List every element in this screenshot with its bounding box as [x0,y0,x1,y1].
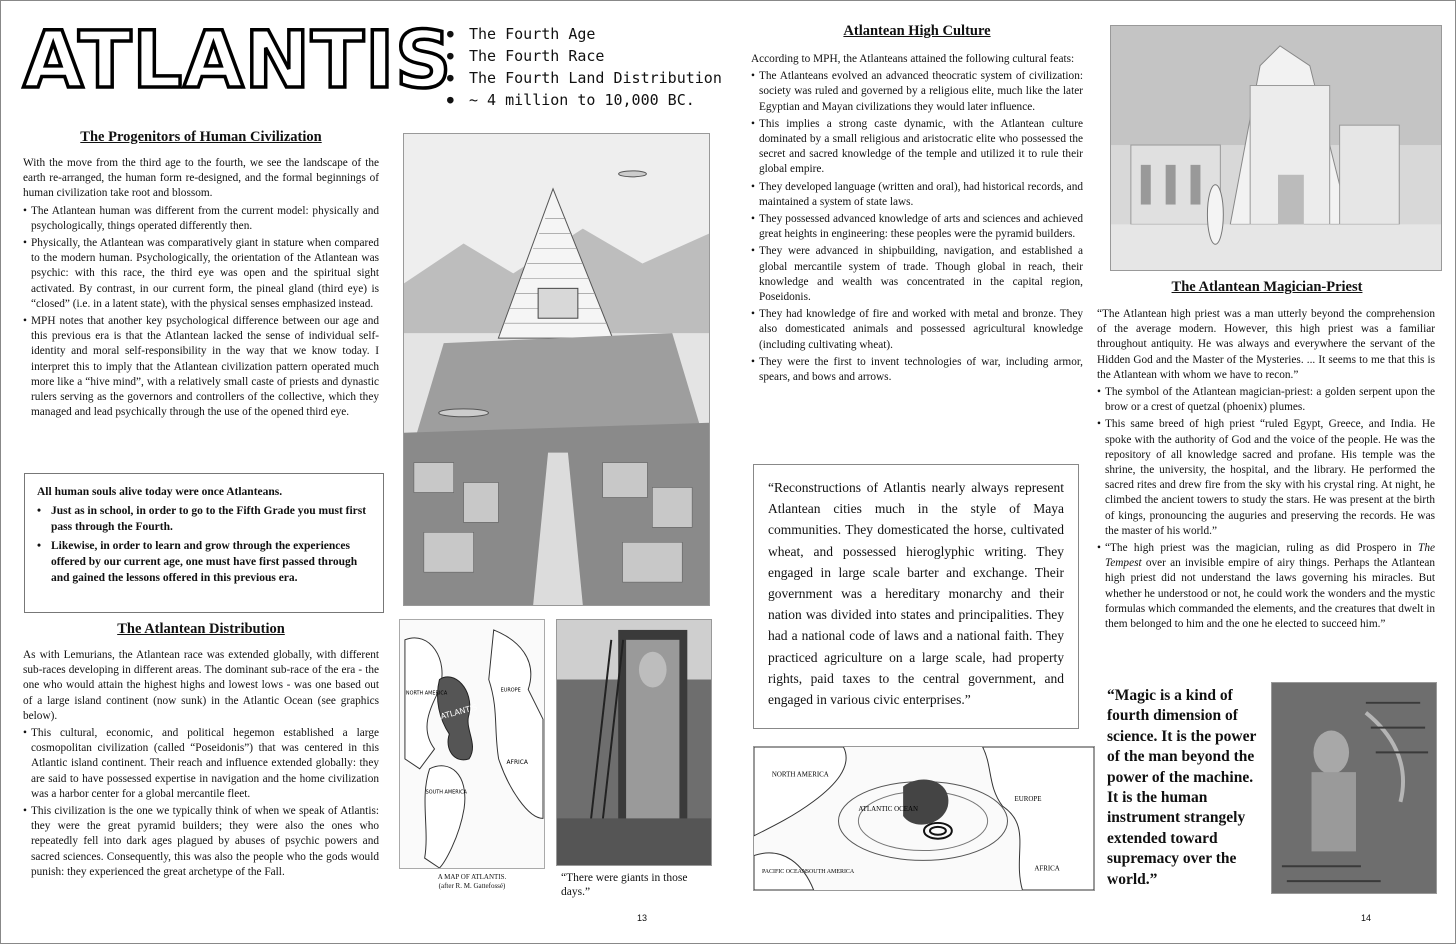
page-number-right: 14 [1361,913,1372,923]
high-culture-bullet: • They were the first to invent technologies of war, including armor, spears, and bows and arrows. [751,355,1083,385]
stone-relief-image [1271,682,1437,894]
high-culture-bullet: • They had knowledge of fire and worked with metal and bronze. They also domesticated animals and possessed agricultural knowledge (including cultivating wheat). [751,307,1083,353]
atlantis-map-caption-sub: (after R. M. Gattefossé) [438,882,506,890]
callout-bullet: • Just as in school, in order to go to the Fifth Grade you must first pass through the Fourth. [37,503,371,535]
map-label-europe: EUROPE [500,687,521,694]
map2-label-europe: EUROPE [1014,796,1042,804]
fact-list [447,23,722,111]
magician-bullet: • This same breed of high priest “ruled Egypt, Greece, and India. He spoke with the authority of God and the voice of the people. He was the repository of all knowledge sacred and profane. His temple was the shrine, the university, the hospital, and the library. He performed the sacred rites and drew fire from the sky with his crystal ring. At night, he climbed the ancient towers to study the stars. He was present at the birth of kings, pronouncing the auguries and preserving the records. He was the master of his world.” [1097,417,1435,539]
pyramid-city-illustration [403,133,710,606]
high-culture-bullet: • This implies a strong caste dynamic, with the Atlantean culture dominated by a small religious and aristocratic elite who possessed the secret and sacred knowledge of the temple and utilized it to rule their global empire. [751,117,1083,178]
high-culture-bullet: • The Atlanteans evolved an advanced theocratic system of civilization: society was ruled and governed by a religious elite, much like the later Egyptian and Mayan civilizations they would later influence. [751,69,1083,115]
reconstruction-quote-box: “Reconstructions of Atlantis nearly always represent Atlantean cities much in the style of Maya communities. They domesticated the horse, cultivated wheat, and possessed hieroglyphic writing. They engaged in large scale barter and exchange. Their government was a hereditary monarchy and their nation was divided into states and principalities. They had a national code of laws and a national faith. They practiced agriculture on a large scale, had property rights, paid taxes to the central government, and engaged in various civic enterprises.” [753,464,1079,729]
page-number-left: 13 [637,913,648,923]
progenitors-bullet: • The Atlantean human was different from the current model: physically and psychologically, things operated differently then. [23,204,379,234]
fact-item: ● The Fourth Age [447,23,722,45]
magician-bullet3-post: over an invisible empire of airy things. Perhaps the Atlantean high priest did not understand the laws governing his miracles. But whether he understood or not, he could work the wonders and the mystic formulas which commanded the elements, and the creatures that dwelt in them belonged to him and the one he elected to succeed him.” [1105,557,1435,631]
progenitors-bullet: • Physically, the Atlantean was comparatively giant in stature when compared to the modern human. Psychologically, the orientation of the Atlantean was psychic: with this race, the third eye was open and the spiritual sight activated. By contrast, in our current form, the pineal gland (third eye) is “closed” (i.e. in a latent state), with the physical senses emphasized instead. [23,236,379,312]
map2-label-africa: AFRICA [1034,865,1060,873]
progenitors-bullet: • MPH notes that another key psychological difference between our age and this previous era is that the Atlantean lacked the sense of individual self-identity and moral self-responsibility in the way that we know today. I interpret this to imply that the Atlantean civilization pattern operated much more like a “hive mind”, with a relatively small caste of priests and dynastic rulers serving as the governors and controllers of the collective, which they managed and lead psychically through the use of the opened third eye. [23,314,379,420]
distribution-bullet: • This civilization is the one we typically think of when we speak of Atlantis: they were the great pyramid builders; they were also the ones who repeatedly fell into dark ages plagued by abuses of psychic powers and sacred sciences. Consequently, this was also the people who the gods would punish: they experienced the great archetype of the Fall. [23,804,379,880]
high-culture-bullet: • They possessed advanced knowledge of arts and sciences and achieved great heights in engineering: these peoples were the pyramid builders. [751,212,1083,242]
magician-intro: “The Atlantean high priest was a man utterly beyond the comprehension of the average modern. However, this high priest was a familiar throughout antiquity. He was always and everywhere the servant of the Hidden God and the Master of the Mysteries. ... It seems to me that this is the Atlantean with whom we have to recon.” [1097,308,1435,381]
magic-quote: “Magic is a kind of fourth dimension of science. It is the power of the man beyond the power of the machine. It is the human instrument strangely extended toward supremacy over the world.” [1107,687,1257,888]
magician-bullet [1097,541,1435,632]
map2-label-south-america: SOUTH AMERICA [805,869,855,876]
page-title: ATLANTIS [23,16,453,106]
atlantis-map-figure [399,619,545,909]
map-label-africa: AFRICA [506,758,528,766]
fact-item: ● ~ 4 million to 10,000 BC. [447,89,722,111]
magician-bullet3-pre: “The high priest was the magician, ruling as did Prospero in [1105,542,1419,555]
distribution-intro: As with Lemurians, the Atlantean race was extended globally, with different sub-races developing in different areas. The dominant sub-race of the era - the one who would attain the highest highs and lowest lows - was one based out of a large island continent (now sunk) in the Atlantic Ocean (see graphics below). [23,649,379,722]
high-culture-bullet: • They were advanced in shipbuilding, navigation, and established a global mercantile system of trade. Though global in reach, their knowledge and wealth was concentrated in the capital region, Poseidonis. [751,244,1083,305]
map2-label-pacific: PACIFIC OCEAN [761,869,807,876]
map-label-atlantis: ATLANTIS [439,702,479,722]
map-label-south-america: SOUTH AMERICA [425,789,467,796]
callout-box [24,473,384,613]
progenitors-body [23,156,379,422]
magician-heading: The Atlantean Magician-Priest [1171,279,1363,295]
fact-item: ● The Fourth Race [447,45,722,67]
atlantis-map [399,619,545,869]
high-culture-body [751,52,1083,387]
callout-lead: All human souls alive today were once Atlanteans. [37,486,283,498]
map2-label-atlantic: ATLANTIC OCEAN [858,806,919,814]
atlantis-map-caption [399,873,545,891]
map2-label-north-america: NORTH AMERICA [771,771,829,779]
giant-photo-caption: “There were giants in those days.” [561,872,688,898]
fact-item: ● The Fourth Land Distribution [447,67,722,89]
high-culture-intro: According to MPH, the Atlanteans attained the following cultural feats: [751,53,1075,65]
magician-bullet: • The symbol of the Atlantean magician-priest: a golden serpent upon the brow or a crest of quetzal (phoenix) plumes. [1097,385,1435,415]
distribution-heading: The Atlantean Distribution [117,621,285,637]
tempest-title: The Tempest [1105,542,1435,570]
distribution-body [23,648,379,882]
progenitors-intro: With the move from the third age to the fourth, we see the landscape of the earth re-arranged, the human form re-designed, and the formal beginnings of human civilization take root and blossom. [23,157,379,200]
temple-illustration [1110,25,1442,271]
map-label-north-america: NORTH AMERICA [405,690,448,697]
giant-photo [556,619,712,866]
high-culture-bullet: • They developed language (written and oral), had historical records, and maintained a system of state laws. [751,180,1083,210]
atlantic-map [753,746,1095,891]
distribution-bullet: • This cultural, economic, and political hegemon established a large cosmopolitan civilization (called “Poseidonis”) that was centered in this Atlantic island continent. Their reach and influence extended globally: they are said to have possessed expertise in navigation and the home civilization was a harbor center for a global mercantile fleet. [23,726,379,802]
high-culture-heading: Atlantean High Culture [843,23,991,39]
progenitors-heading: The Progenitors of Human Civilization [80,129,322,145]
atlantis-map-caption-title: A MAP OF ATLANTIS. [437,873,507,881]
magician-body [1097,307,1435,634]
callout-bullet: • Likewise, in order to learn and grow through the experiences offered by our current age, one must have first passed through and gained the lessons offered in this previous era. [37,538,371,586]
